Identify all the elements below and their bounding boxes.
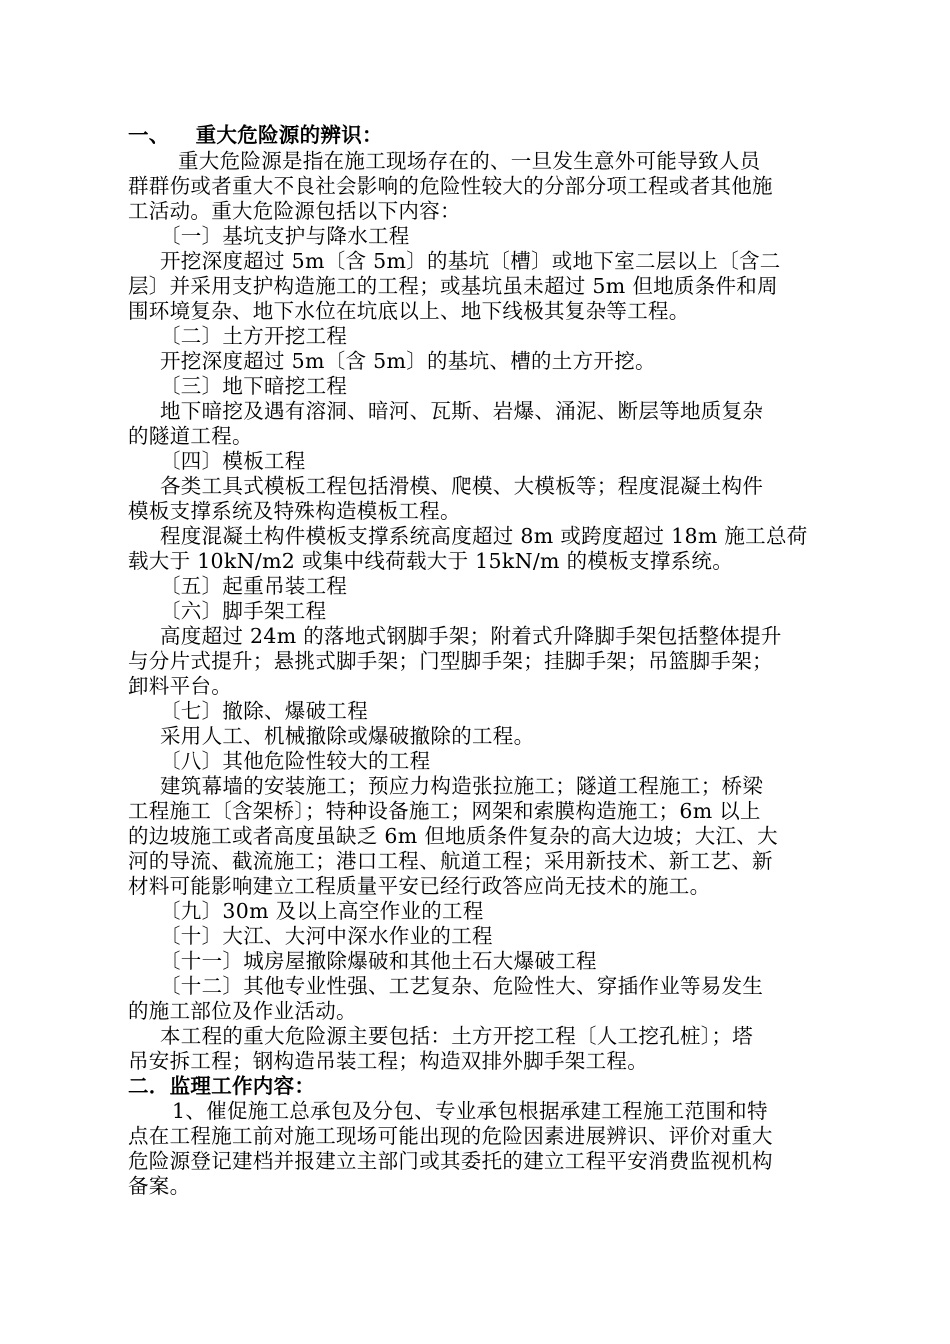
body-line: 河的导流、截流施工；港口工程、航道工程；采用新技术、新工艺、新 bbox=[128, 849, 773, 873]
body-line: 的边坡施工或者高度虽缺乏 6m 但地质条件复杂的高大边坡；大江、大 bbox=[128, 824, 778, 848]
intro-line: 重大危险源是指在施工现场存在的、一旦发生意外可能导致人员 bbox=[178, 149, 761, 173]
body-line: 各类工具式模板工程包括滑模、爬模、大模板等；程度混凝土构件 bbox=[160, 474, 764, 498]
subheading-8: 〔八〕其他危险性较大的工程 bbox=[160, 749, 431, 773]
body-line: 程度混凝土构件模板支撑系统高度超过 8m 或跨度超过 18m 施工总荷 bbox=[160, 524, 808, 548]
subheading-5: 〔五〕起重吊装工程 bbox=[160, 574, 348, 598]
section-2-line: 1、催促施工总承包及分包、专业承包根据承建工程施工范围和特 bbox=[172, 1099, 768, 1123]
body-line: 采用人工、机械撤除或爆破撤除的工程。 bbox=[160, 724, 535, 748]
intro-line: 群群伤或者重大不良社会影响的危险性较大的分部分项工程或者其他施 bbox=[128, 174, 773, 198]
body-line: 材料可能影响建立工程质量平安已经行政答应尚无技术的施工。 bbox=[128, 874, 711, 898]
body-line: 模板支撑系统及特殊构造模板工程。 bbox=[128, 499, 461, 523]
section-1-title: 重大危险源的辨识： bbox=[195, 123, 383, 147]
body-line: 开挖深度超过 5m〔含 5m〕的基坑〔槽〕或地下室二层以上〔含二 bbox=[160, 249, 781, 273]
intro-line: 工活动。重大危险源包括以下内容： bbox=[128, 199, 461, 223]
section-2-heading: 二．监理工作内容： bbox=[128, 1074, 316, 1098]
body-line: 开挖深度超过 5m〔含 5m〕的基坑、槽的土方开挖。 bbox=[160, 349, 656, 373]
body-line: 卸料平台。 bbox=[128, 674, 232, 698]
body-line: 的隧道工程。 bbox=[128, 424, 253, 448]
subheading-9: 〔九〕30m 及以上高空作业的工程 bbox=[160, 899, 484, 923]
body-line: 载大于 10kN/m2 或集中线荷载大于 15kN/m 的模板支撑系统。 bbox=[128, 549, 733, 573]
body-line: 高度超过 24m 的落地式钢脚手架；附着式升降脚手架包括整体提升 bbox=[160, 624, 782, 648]
body-line: 层〕并采用支护构造施工的工程；或基坑虽未超过 5m 但地质条件和周 bbox=[128, 274, 778, 298]
body-line: 建筑幕墙的安装施工；预应力构造张拉施工；隧道工程施工；桥梁 bbox=[160, 774, 764, 798]
body-line: 围环境复杂、地下水位在坑底以上、地下线极其复杂等工程。 bbox=[128, 299, 690, 323]
subheading-4: 〔四〕模板工程 bbox=[160, 449, 306, 473]
section-2-line: 危险源登记建档并报建立主部门或其委托的建立工程平安消费监视机构 bbox=[128, 1149, 773, 1173]
body-line: 工程施工〔含架桥〕；特种设备施工；网架和索膜构造施工；6m 以上 bbox=[128, 799, 761, 823]
subheading-10: 〔十〕大江、大河中深水作业的工程 bbox=[160, 924, 493, 948]
subheading-1: 〔一〕基坑支护与降水工程 bbox=[160, 224, 410, 248]
subheading-2: 〔二〕土方开挖工程 bbox=[160, 324, 348, 348]
body-line: 与分片式提升；悬挑式脚手架；门型脚手架；挂脚手架；吊篮脚手架； bbox=[128, 649, 773, 673]
body-line: 地下暗挖及遇有溶洞、暗河、瓦斯、岩爆、涌泥、断层等地质复杂 bbox=[160, 399, 764, 423]
subheading-3: 〔三〕地下暗挖工程 bbox=[160, 374, 348, 398]
subheading-11: 〔十一〕城房屋撤除爆破和其他土石大爆破工程 bbox=[160, 949, 597, 973]
subheading-7: 〔七〕撤除、爆破工程 bbox=[160, 699, 368, 723]
subheading-12: 〔十二〕其他专业性强、工艺复杂、危险性大、穿插作业等易发生 bbox=[160, 974, 764, 998]
section-2-line: 点在工程施工前对施工现场可能出现的危险因素进展辨识、评价对重大 bbox=[128, 1124, 773, 1148]
section-1-heading bbox=[128, 122, 383, 148]
section-1-number: 一、 bbox=[128, 123, 170, 147]
section-2-line: 备案。 bbox=[128, 1174, 191, 1198]
summary-line: 本工程的重大危险源主要包括：土方开挖工程〔人工挖孔桩〕；塔 bbox=[160, 1024, 753, 1048]
subheading-6: 〔六〕脚手架工程 bbox=[160, 599, 327, 623]
summary-line: 吊安拆工程；钢构造吊装工程；构造双排外脚手架工程。 bbox=[128, 1049, 648, 1073]
body-line: 的施工部位及作业活动。 bbox=[128, 999, 357, 1023]
